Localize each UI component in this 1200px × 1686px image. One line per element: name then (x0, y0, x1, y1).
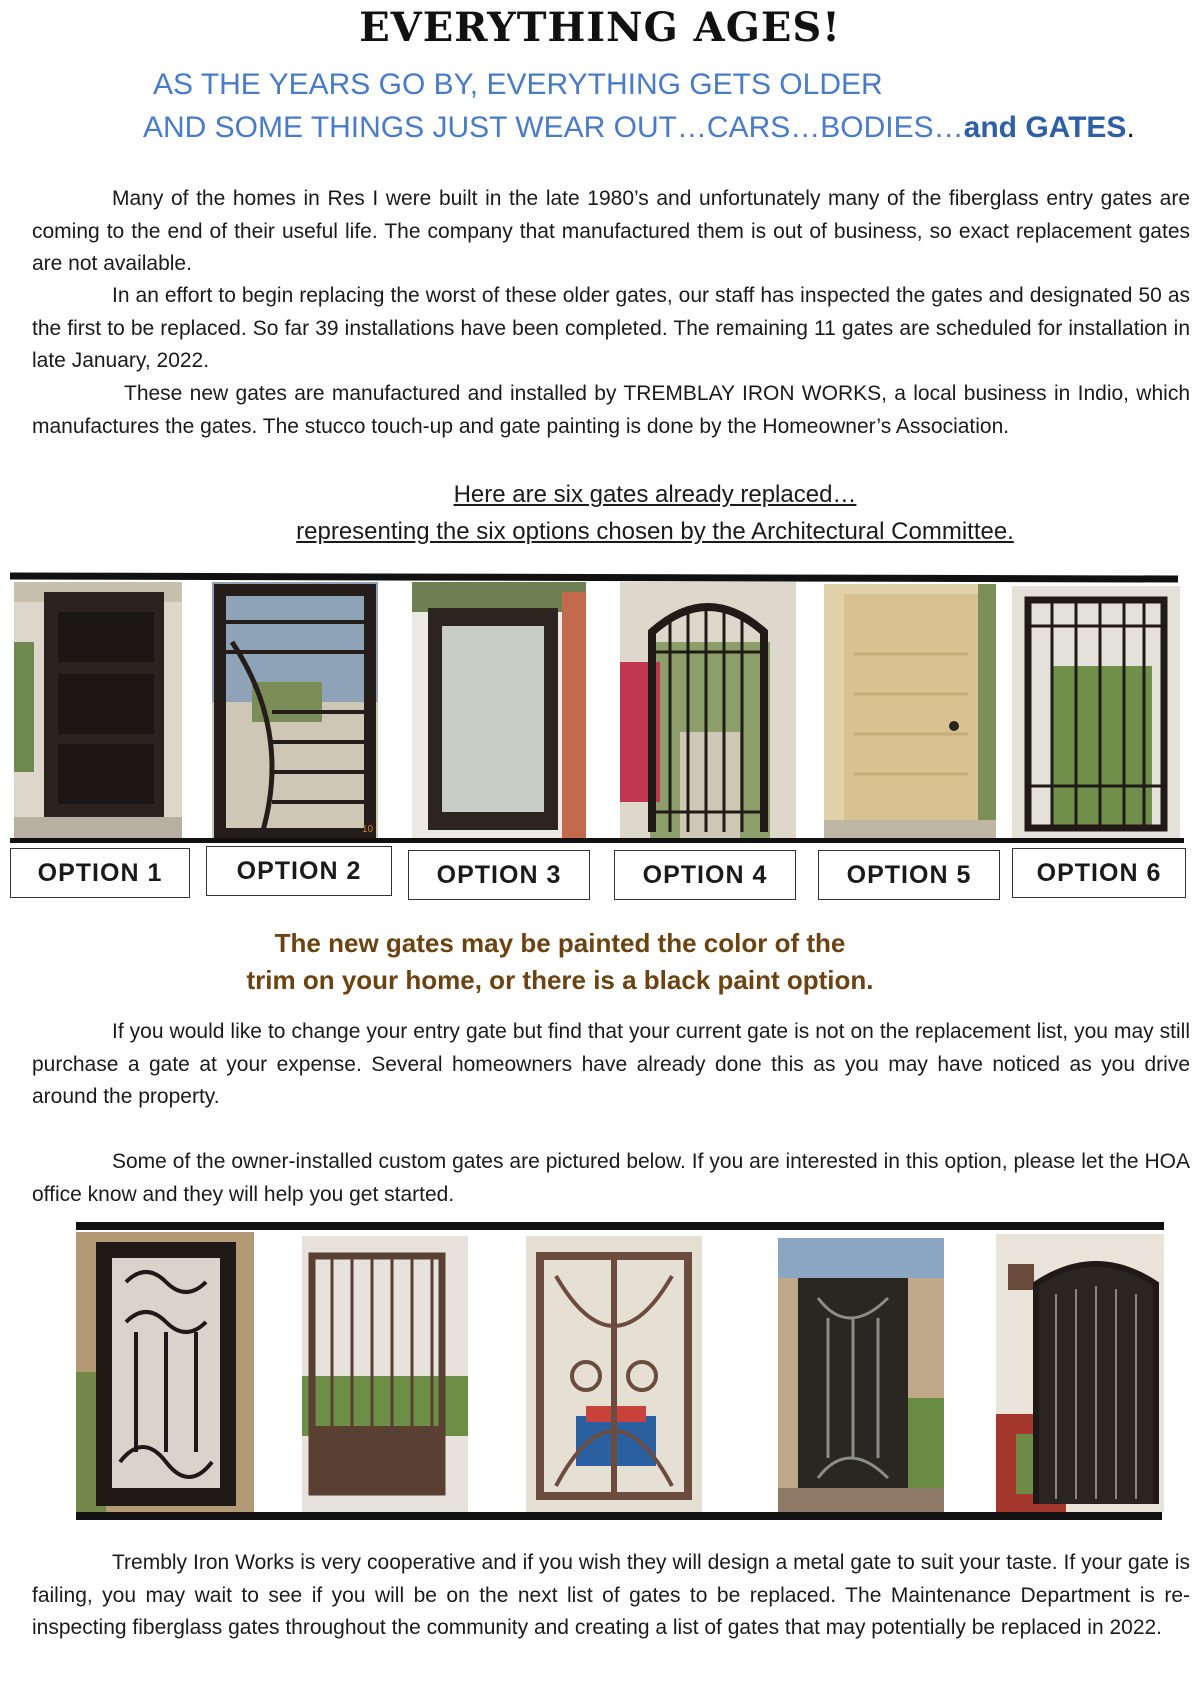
option-4-photo (620, 582, 796, 840)
paragraph-4-text: If you would like to change your entry gate but find that your current gate is not on the replacement list, you may still purchase a gate at your expense. Several homeowners have already done this as you may have noticed as you drive around the property. (32, 1020, 1190, 1108)
paragraph-2 (32, 280, 1190, 378)
six-options-heading: representing the six options chosen by the Architectural Committee. (296, 518, 1014, 545)
option-3-photo (412, 582, 586, 840)
subheading-gates-emphasis: and GATES (963, 111, 1127, 144)
custom-gate-5-photo (996, 1234, 1164, 1512)
paragraph-4 (32, 1016, 1190, 1114)
subheading-line-2 (143, 111, 1135, 145)
page-title: EVERYTHING AGES! (359, 4, 841, 51)
six-gates-heading: Here are six gates already replaced… (453, 481, 857, 508)
custom-strip-top-rule (76, 1222, 1164, 1230)
option-6-label: OPTION 6 (1012, 848, 1186, 898)
custom-gate-3-photo (526, 1236, 702, 1512)
custom-gate-2-photo (302, 1236, 468, 1512)
custom-strip-bottom-rule (76, 1512, 1162, 1520)
custom-gate-4-photo (778, 1238, 944, 1512)
subheading-line-1: AS THE YEARS GO BY, EVERYTHING GETS OLDER (153, 68, 883, 101)
option-4-label: OPTION 4 (614, 850, 796, 900)
option-1-label: OPTION 1 (10, 848, 190, 898)
photo-corner-label: 10 (362, 824, 374, 835)
paragraph-6 (32, 1547, 1190, 1645)
paragraph-6-text: Trembly Iron Works is very cooperative and if you wish they will design a metal gate to suit your taste. If your gate is failing, you may wait to see if you will be on the next list of gates to be replaced. The Maintenance Department is re-inspecting fiberglass gates throughout the community and creating a list of gates that may potentially be replaced in 2022. (32, 1551, 1190, 1639)
subheading-period: . (1126, 111, 1135, 144)
option-1-photo (14, 582, 182, 840)
paragraph-5 (32, 1146, 1190, 1211)
paragraph-1-text: Many of the homes in Res I were built in the late 1980’s and unfortunately many of the fiberglass entry gates are coming to the end of their useful life. The company that manufactured them is out of business, so exact replacement gates are not available. (32, 187, 1190, 275)
photo-strip-bottom-rule (10, 838, 1184, 843)
paragraph-2-text: In an effort to begin replacing the worst of these older gates, our staff has inspected the gates and designated 50 as the first to be replaced. So far 39 installations have been completed. The remaining 11 gates are scheduled for installation in late January, 2022. (32, 284, 1190, 372)
option-6-photo (1012, 586, 1180, 840)
paragraph-5-text: Some of the owner-installed custom gates are pictured below. If you are interested in this option, please let the HOA office know and they will help you get started. (32, 1150, 1190, 1206)
option-3-label: OPTION 3 (408, 850, 590, 900)
photo-strip-top-rule (10, 572, 1178, 582)
option-2-photo (212, 582, 378, 840)
paragraph-3 (32, 378, 1190, 443)
option-2-label: OPTION 2 (206, 846, 392, 896)
option-5-label: OPTION 5 (818, 850, 1000, 900)
option-5-photo (824, 584, 996, 840)
subheading-line-2-text: AND SOME THINGS JUST WEAR OUT…CARS…BODIES… (143, 111, 964, 144)
paint-note-line-1: The new gates may be painted the color of the (274, 928, 846, 958)
paint-note-line-2: trim on your home, or there is a black paint option. (246, 965, 874, 995)
custom-gate-1-photo (76, 1232, 254, 1512)
paragraph-1 (32, 183, 1190, 281)
paragraph-3-text: These new gates are manufactured and installed by TREMBLAY IRON WORKS, a local business in Indio, which manufactures the gates. The stucco touch-up and gate painting is done by the Homeowner’s Association. (32, 382, 1190, 438)
